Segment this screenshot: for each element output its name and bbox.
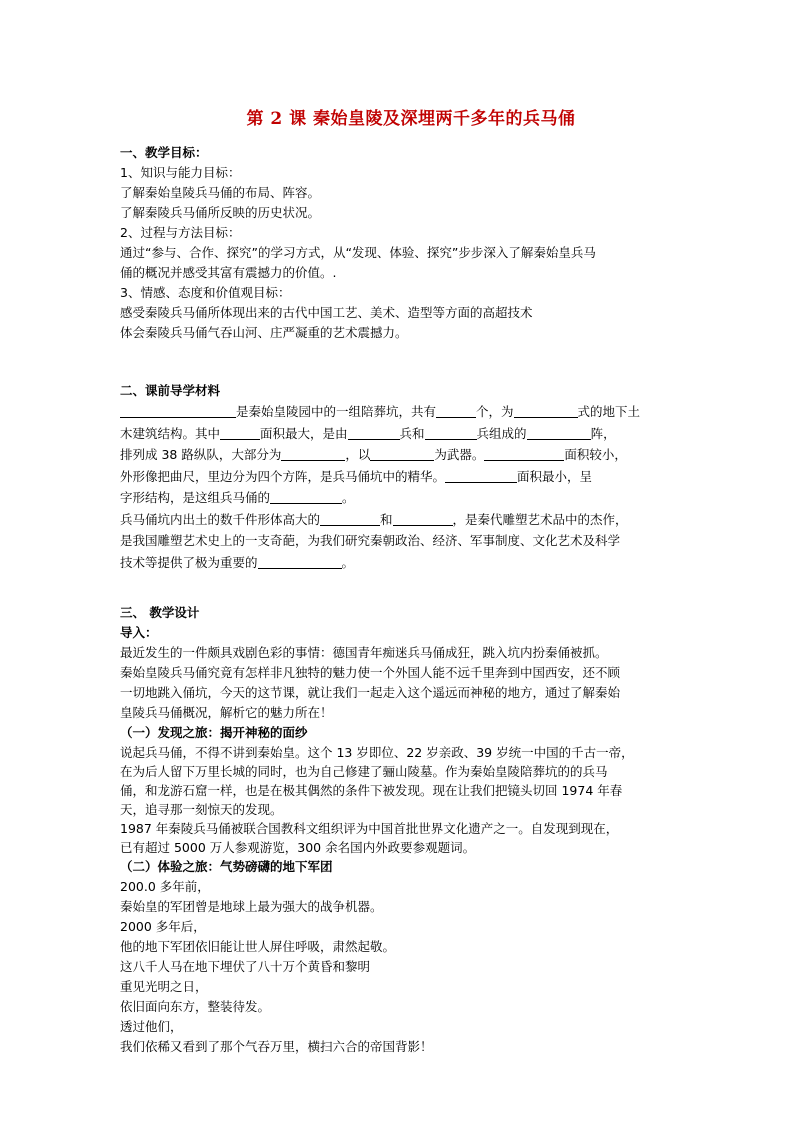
- section-1-heading: 一、教学目标：: [120, 145, 208, 160]
- intro-line: 一切地跳入俑坑，今天的这节课，就让我们一起走入这个遥远而神秘的地方，通过了解秦始: [120, 685, 621, 700]
- intro-line: 秦始皇陵兵马俑究竟有怎样非凡独特的魅力使一个外国人能不远千里奔到中国西安，还不顾: [120, 665, 621, 680]
- answer-blank[interactable]: [348, 425, 400, 440]
- objective-line: 俑的概况并感受其富有震撼力的价值。.: [120, 265, 337, 280]
- poem-line: 他的地下军团依旧能让世人屏住呼吸，肃然起敬。: [120, 939, 396, 954]
- poem-line: 秦始皇的军团曾是地球上最为强大的战争机器。: [120, 899, 383, 914]
- poem-line: 2000 多年后，: [120, 919, 206, 934]
- poem-line: 200.0 多年前，: [120, 879, 210, 894]
- poem-line: 重见光明之日，: [120, 979, 208, 994]
- answer-blank[interactable]: [270, 489, 342, 504]
- poem-line: 这八千人马在地下埋伏了八十万个黄昏和黎明: [120, 959, 371, 974]
- intro-line: 皇陵兵马俑概况，解析它的魅力所在！: [120, 705, 333, 720]
- answer-blank[interactable]: [393, 511, 453, 526]
- answer-blank[interactable]: [370, 446, 434, 461]
- answer-blank[interactable]: [527, 425, 591, 440]
- answer-blank[interactable]: [120, 403, 236, 418]
- part-1-title: （一）发现之旅：揭开神秘的面纱: [120, 725, 308, 740]
- objective-line: 1、知识与能力目标：: [120, 165, 241, 180]
- answer-blank[interactable]: [514, 403, 578, 418]
- answer-blank[interactable]: [220, 425, 260, 440]
- answer-blank[interactable]: [258, 554, 342, 569]
- objective-line: 了解秦陵兵马俑所反映的历史状况。: [120, 205, 321, 220]
- objective-line: 了解秦始皇陵兵马俑的布局、阵容。: [120, 185, 321, 200]
- answer-blank[interactable]: [484, 446, 564, 461]
- part-1-line: 俑，和龙游石窟一样，也是在极其偶然的条件下被发现。现在让我们把镜头切回 1974 年春: [120, 783, 623, 798]
- intro-line: 最近发生的一件颇具戏剧色彩的事情：德国青年痴迷兵马俑成狂，跳入坑内扮秦俑被抓。: [120, 645, 608, 660]
- part-1-line: 已有超过 5000 万人参观游览，300 余名国内外政要参观题词。: [120, 840, 476, 855]
- section-3-heading: 三、 教学设计: [120, 605, 200, 620]
- poem-line: 依旧面向东方，整装待发。: [120, 999, 271, 1014]
- part-2-title: （二）体验之旅：气势磅礴的地下军团: [120, 859, 333, 874]
- lesson-title: 第 2 课 秦始皇陵及深埋两千多年的兵马俑: [246, 109, 576, 129]
- document-page: [120, 104, 678, 1057]
- objective-line: 2、过程与方法目标：: [120, 225, 241, 240]
- answer-blank[interactable]: [320, 511, 380, 526]
- objective-line: 感受秦陵兵马俑所体现出来的古代中国工艺、美术、造型等方面的高超技术: [120, 305, 533, 320]
- poem-line: 透过他们，: [120, 1019, 183, 1034]
- part-1-line: 说起兵马俑，不得不讲到秦始皇。这个 13 岁即位、22 岁亲政、39 岁统一中国的千古一帝，: [120, 745, 634, 760]
- answer-blank[interactable]: [281, 446, 345, 461]
- section-2-heading: 二、课前导学材料: [120, 383, 221, 398]
- intro-label: 导入：: [120, 625, 158, 640]
- part-1-line: 天，追寻那一刻惊天的发现。: [120, 802, 283, 817]
- answer-blank[interactable]: [425, 425, 477, 440]
- part-1-line: 1987 年秦陵兵马俑被联合国教科文组织评为中国首批世界文化遗产之一。自发现到现在，: [120, 821, 619, 836]
- poem-line: 我们依稀又看到了那个气吞万里，横扫六合的帝国背影！: [120, 1039, 433, 1054]
- answer-blank[interactable]: [436, 403, 476, 418]
- objective-line: 通过“参与、合作、探究”的学习方式，从“发现、体验、探究”步步深入了解秦始皇兵马: [120, 245, 596, 260]
- answer-blank[interactable]: [445, 468, 517, 483]
- objective-line: 体会秦陵兵马俑气吞山河、庄严凝重的艺术震撼力。: [120, 325, 408, 340]
- objective-line: 3、情感、态度和价值观目标：: [120, 285, 291, 300]
- fill-in-paragraph: 是秦始皇陵园中的一组陪葬坑，共有 个，为 式的地下土 木建筑结构。其中 面积最大，是由 兵和 兵组成的 阵， 排列成 38 路纵队，大部分为 ，以 为武器。 面积较小， 外形像把曲尺，里边分为四个方阵，是兵马俑坑中的精华。 面积最小，呈 字形结构，是这组兵马俑的 。 兵马俑坑内出土的数千件形体高大的 和 ，是秦代雕塑艺术品中的杰作， 是我国雕塑艺术史上的一支奇葩，为我们研究秦朝政治、经济、军事制度、文化艺术及科学 技术等提供了极为重要的 。: [120, 404, 641, 570]
- part-1-line: 在为后人留下万里长城的同时，也为自己修建了骊山陵墓。作为秦始皇陵陪葬坑的的兵马: [120, 764, 608, 779]
